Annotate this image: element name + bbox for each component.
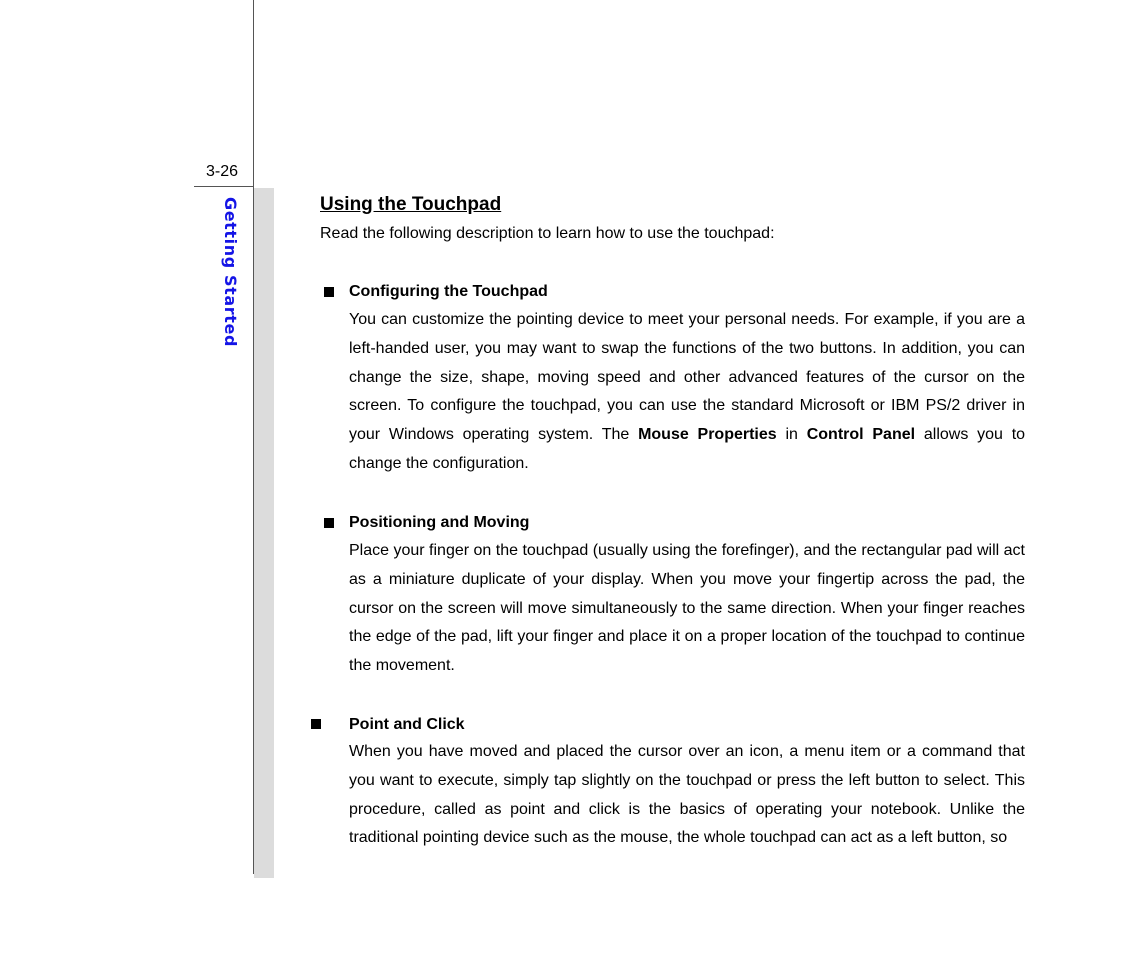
- page-number: 3-26: [206, 163, 239, 180]
- page-title: Using the Touchpad: [320, 194, 502, 215]
- margin-gray-bar: [254, 188, 274, 878]
- control-panel-term: Control Panel: [806, 426, 916, 444]
- section-heading: Positioning and Moving: [349, 514, 530, 531]
- section-heading: Point and Click: [349, 716, 465, 733]
- section-label: Getting Started: [221, 197, 240, 347]
- section-heading: Configuring the Touchpad: [349, 283, 548, 300]
- body-text: allows you to change the configuration.: [349, 426, 1026, 472]
- section-body: When you have moved and placed the cursor over an icon, a menu item or a command that you want to execute, simply tap slightly on the touchpad or press the left button to select. This procedure, called as point and click is the basics of operating your notebook. Unlike the traditional pointing device such as the mouse, the whole touchpad can act as a left button, so: [349, 743, 1025, 847]
- margin-horizontal-rule: [194, 186, 254, 187]
- bullet-square-icon: [324, 518, 334, 528]
- section-body: [349, 306, 1025, 479]
- intro-text: Read the following description to learn how to use the touchpad:: [320, 225, 775, 242]
- mouse-properties-term: Mouse Properties: [638, 426, 777, 444]
- section-body: Place your finger on the touchpad (usually using the forefinger), and the rectangular pad will act as a miniature duplicate of your display. When you move your fingertip across the pad, the cursor on the screen will move simultaneously to the same direction. When your finger reaches the edge of the pad, lift your finger and place it on a proper location of the touchpad to continue the movement.: [349, 542, 1025, 675]
- bullet-square-icon: [324, 287, 334, 297]
- bullet-square-icon: [311, 719, 321, 729]
- body-text: in: [776, 426, 807, 444]
- body-text: You can customize the pointing device to meet your personal needs. For example, if you are a left-handed user, you may want to swap the functions of the two buttons. In addition, you can change the size, shape, moving speed and other advanced features of the cursor on the screen. To configure the touchpad, you can use the standard Microsoft or IBM PS/2 driver in your Windows operating system. The: [349, 311, 1025, 444]
